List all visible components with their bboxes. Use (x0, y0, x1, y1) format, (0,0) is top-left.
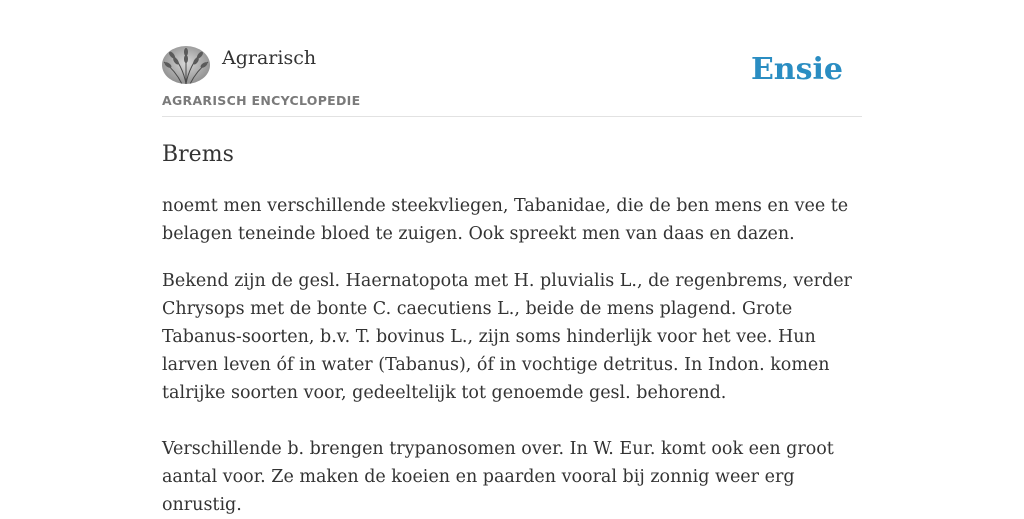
wheat-ears-icon[interactable] (162, 46, 210, 84)
article-paragraph: Verschillende b. brengen trypanosomen over. In W. Eur. komt ook een groot aantal voor. Ze maken de koeien en paarden vooral bij zonnig weer erg onrustig. (162, 439, 834, 515)
header (162, 0, 862, 117)
article-paragraph: noemt men verschillende steekvliegen, Tabanidae, die de ben mens en vee te belagen teneinde bloed te zuigen. Ook spreekt men van daas en dazen. (162, 196, 849, 244)
page-title: Brems (162, 142, 234, 167)
brand-logo-link[interactable]: Ensie (750, 52, 843, 87)
source-name[interactable]: Agrarisch (222, 47, 317, 69)
page (162, 0, 862, 515)
article-paragraph: Bekend zijn de gesl. Haernatopota met H. pluvialis L., de regenbrems, verder Chrysops met de bonte C. caecutiens L., beide de mens plagend. Grote Tabanus-soorten, b.v. T. bovinus L., zijn soms hinderlijk voor het vee. Hun larven leven óf in water (Tabanus), óf in vochtige detritus. In Indon. komen talrijke soorten voor, gedeeltelijk tot genoemde gesl. behorend. (162, 271, 852, 403)
source-subtitle: AGRARISCH ENCYCLOPEDIE (162, 93, 361, 108)
